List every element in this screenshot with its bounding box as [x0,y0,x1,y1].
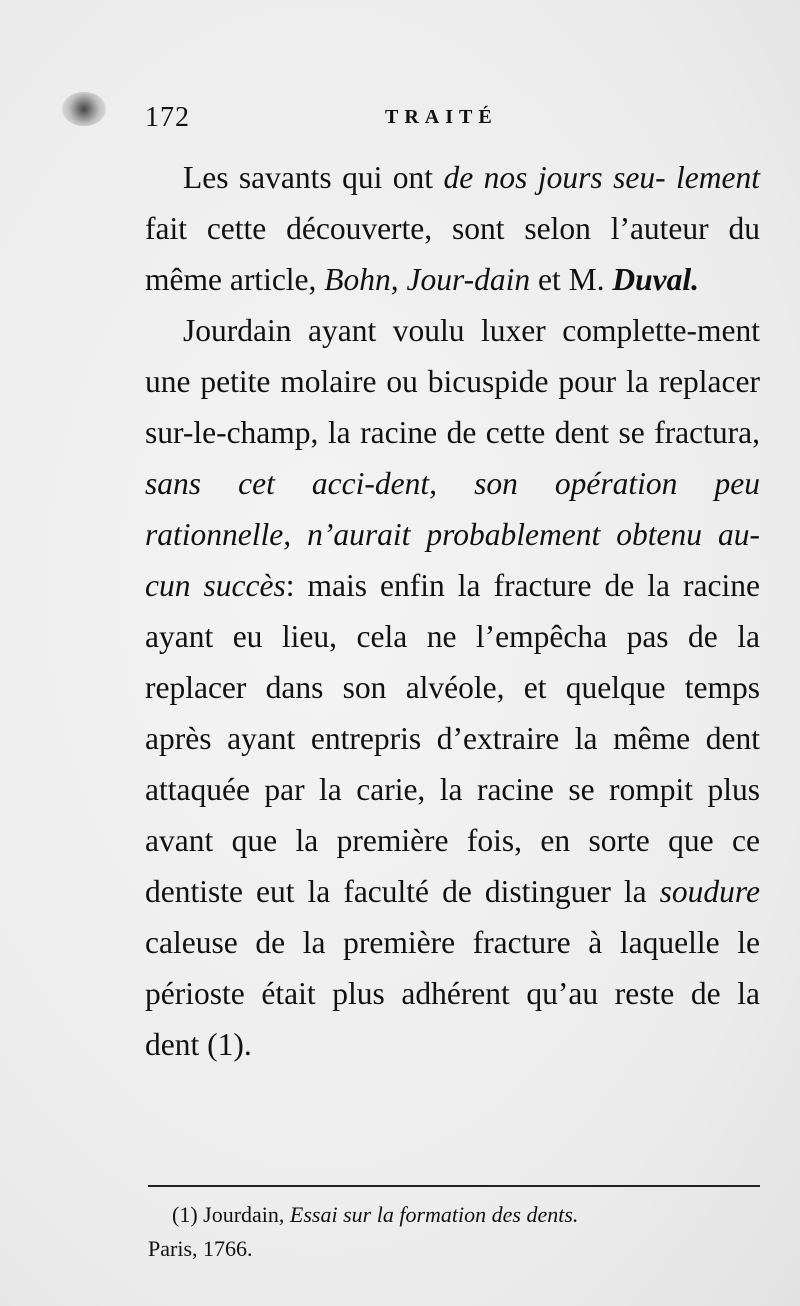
paragraph-1 [145,152,760,305]
p2-text-c: : mais enfin la fracture de la racine ayant eu lieu, cela ne l’empêcha pas de la replacer dans son alvéole, et quelque temps après ayant entrepris d’extraire la même dent attaquée par la carie, la racine se rompit plus avant que la première fois, en sorte que ce dentiste eut la faculté de distinguer la [145,568,760,909]
ink-smudge [62,92,106,126]
footnote [148,1198,763,1266]
main-text [145,152,760,1070]
p2-text-a: Jourdain ayant voulu luxer complette-ment une petite molaire ou bicuspide pour la replacer sur-le-champ, la racine de cette dent se fractura, [145,313,760,450]
p1-text-d: fait cette découverte, sont selon l’auteur du même article, [145,211,760,297]
p1-italic-g: Duval. [612,262,699,297]
p1-italic-c: lement [676,160,760,195]
p2-italic-d: soudure [659,874,760,909]
footnote-line-1 [148,1198,763,1232]
footnote-marker: (1) Jourdain, [172,1202,290,1227]
p1-italic-b: de nos jours seu- [443,160,666,195]
page-header [145,102,765,142]
running-title: TRAITÉ [385,106,498,128]
p1-text-f: et M. [530,262,613,297]
page-number: 172 [145,102,190,133]
p2-italic-b: sans cet acci-dent, son opération peu rationnelle, n’aurait probablement obtenu au-cun succès [145,466,760,603]
p1-text-a: Les savants qui ont [183,160,444,195]
p1-italic-e: Bohn, Jour-dain [324,262,531,297]
footnote-title: Essai sur la formation des dents. [289,1202,579,1227]
p2-text-e: caleuse de la première fracture à laquelle le périoste était plus adhérent qu’au reste de la dent (1). [145,925,760,1062]
paragraph-2 [145,305,760,1070]
footnote-rule [148,1185,760,1187]
footnote-line-2: Paris, 1766. [148,1236,253,1261]
